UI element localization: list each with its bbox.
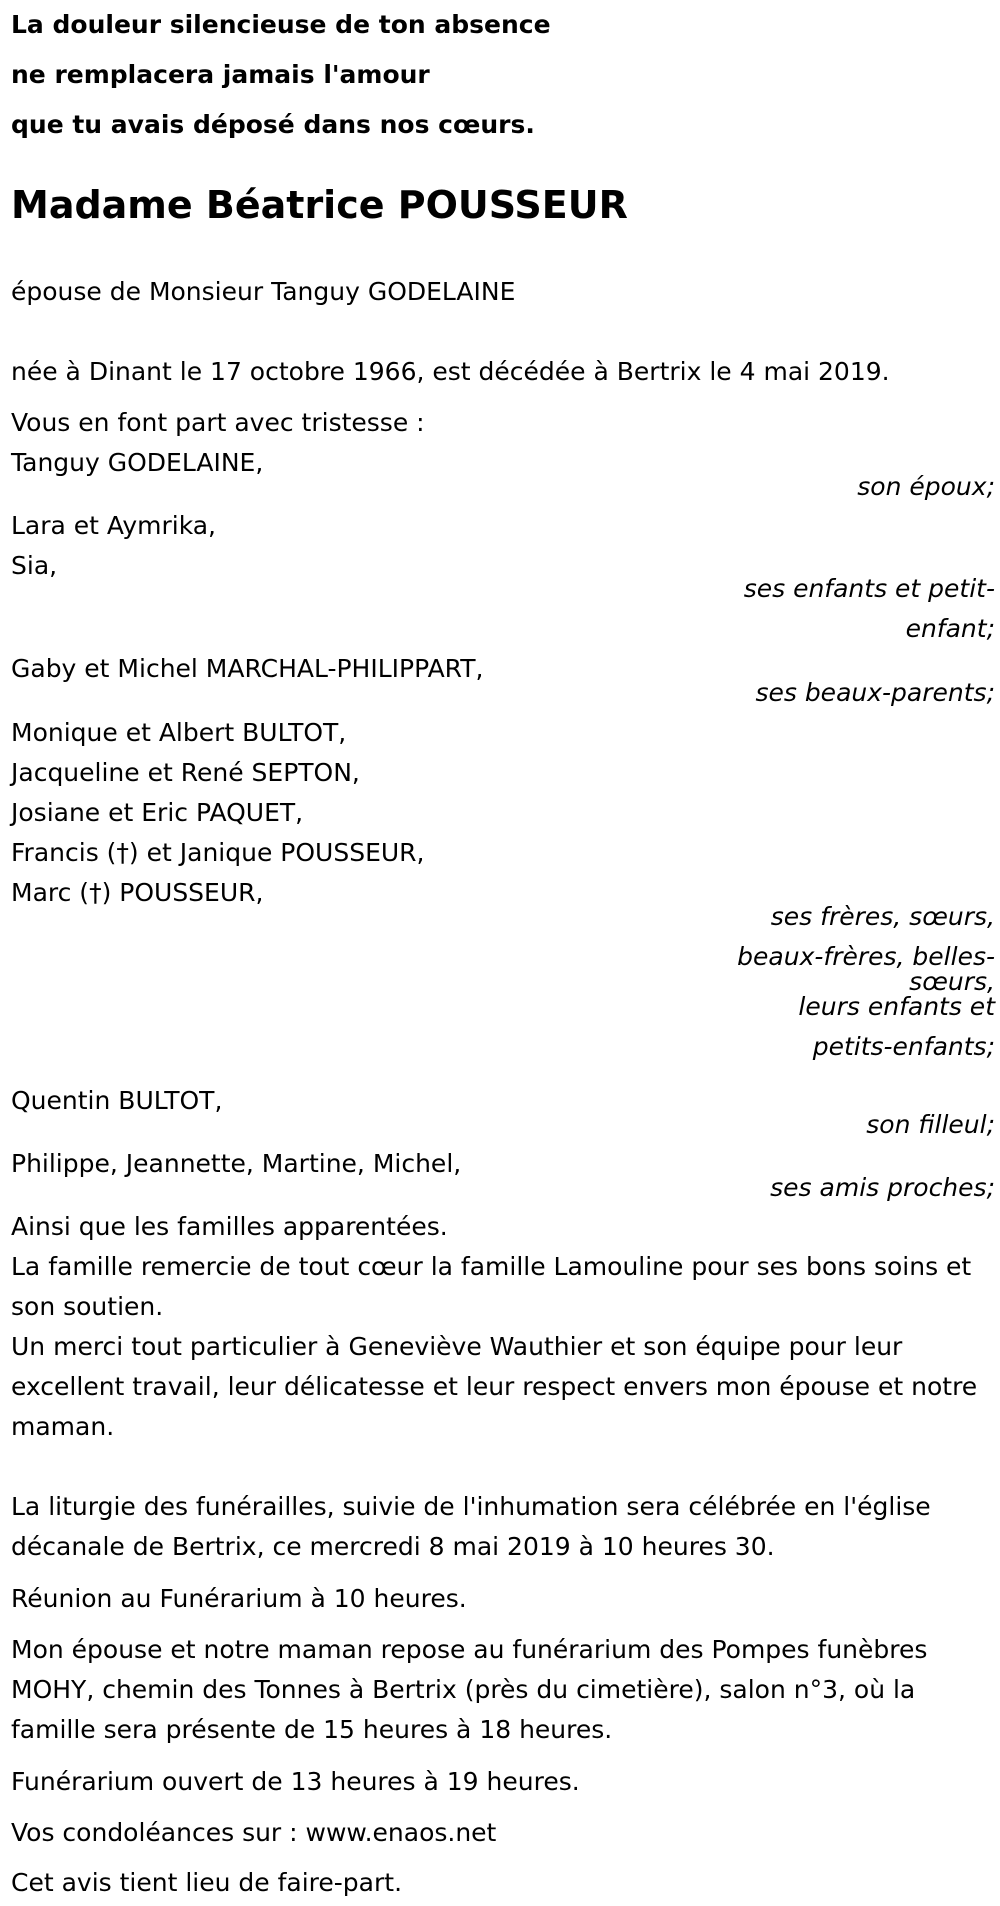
rest-paragraph: Mon épouse et notre maman repose au funérarium des Pompes funèbres MOHY, chemin des Tonnes à Bertrix (près du cimetière), salon n°3, où la famille sera présente de 15 heures à 18 heures. (11, 1635, 928, 1744)
family-name: Lara et Aymrika, (11, 511, 217, 540)
family-name: Francis (†) et Janique POUSSEUR, (11, 838, 425, 867)
family-name: Marc (†) POUSSEUR, (11, 878, 264, 907)
birth-death-line: née à Dinant le 17 octobre 1966, est décédée à Bertrix le 4 mai 2019. (11, 357, 890, 386)
family-relation: son époux; (857, 472, 995, 501)
family-relation: son filleul; (866, 1110, 995, 1139)
announce-intro: Vous en font part avec tristesse : (11, 408, 425, 437)
liturgy-paragraph: La liturgie des funérailles, suivie de l'inhumation sera célébrée en l'église décanale de Bertrix, ce mercredi 8 mai 2019 à 10 heures 30. (11, 1492, 931, 1561)
deceased-name: Madame Béatrice POUSSEUR (11, 183, 628, 227)
poem-line: La douleur silencieuse de ton absence (11, 10, 551, 39)
family-relation: ses frères, sœurs, beaux-frères, belles- sœurs, leurs enfants et petits-enfants; (737, 902, 995, 1061)
family-relation: ses beaux-parents; (755, 678, 995, 707)
family-relation: ses enfants et petit- enfant; (743, 574, 995, 643)
family-name: Quentin BULTOT, (11, 1086, 223, 1115)
families-line: Ainsi que les familles apparentées. (11, 1212, 448, 1241)
thanks-paragraph: Un merci tout particulier à Geneviève Wauthier et son équipe pour leur excellent travail, leur délicatesse et leur respect envers mon épouse et notre maman. (11, 1332, 978, 1441)
family-name: Jacqueline et René SEPTON, (11, 758, 360, 787)
poem-line: que tu avais déposé dans nos cœurs. (11, 110, 535, 139)
condolences-line: Vos condoléances sur : www.enaos.net (11, 1818, 497, 1847)
thanks-paragraph: La famille remercie de tout cœur la famille Lamouline pour ses bons soins et son soutien. (11, 1252, 972, 1321)
opening-line: Funérarium ouvert de 13 heures à 19 heures. (11, 1767, 580, 1796)
family-name: Monique et Albert BULTOT, (11, 718, 347, 747)
family-name: Sia, (11, 551, 58, 580)
family-name: Gaby et Michel MARCHAL-PHILIPPART, (11, 654, 484, 683)
family-name: Philippe, Jeannette, Martine, Michel, (11, 1149, 462, 1178)
family-name: Tanguy GODELAINE, (11, 448, 264, 477)
meeting-line: Réunion au Funérarium à 10 heures. (11, 1584, 467, 1613)
poem-line: ne remplacera jamais l'amour (11, 60, 430, 89)
family-name: Josiane et Eric PAQUET, (11, 798, 304, 827)
family-relation: ses amis proches; (770, 1173, 995, 1202)
spouse-line: épouse de Monsieur Tanguy GODELAINE (11, 277, 516, 306)
notice-line: Cet avis tient lieu de faire-part. (11, 1868, 403, 1897)
